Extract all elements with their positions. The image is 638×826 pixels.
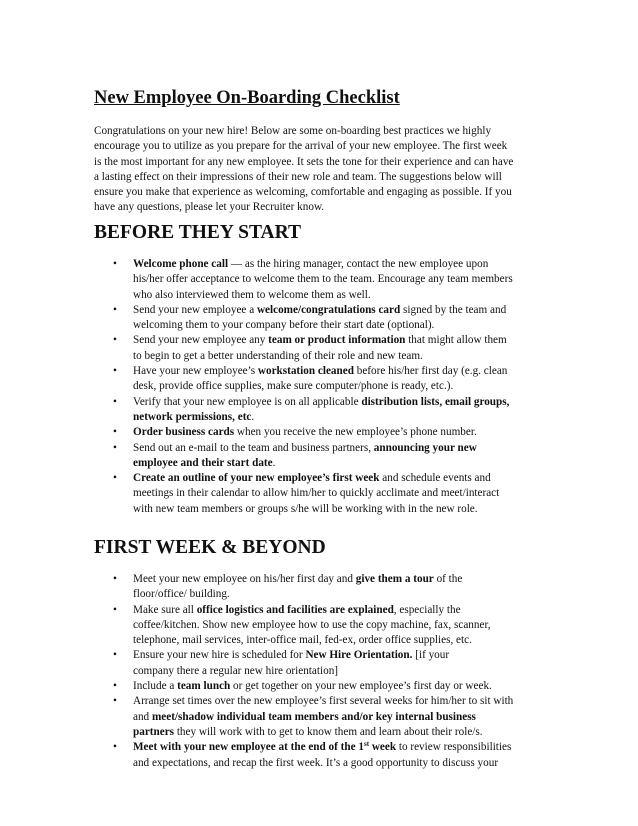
text: Include a <box>133 680 178 693</box>
checklist-item <box>94 333 554 364</box>
text: telephone, mail services, inter-office mail, fed-ex, order office supplies, etc. <box>133 634 472 647</box>
checklist-item <box>94 303 554 334</box>
text: or get together on your new employee’s first day or week. <box>230 680 492 693</box>
intro-line: is the most important for any new employee. It sets the tone for their experience and can have <box>94 155 514 168</box>
text: . <box>251 410 255 423</box>
checklist-item-line <box>133 587 554 602</box>
text: coffee/kitchen. Show new employee how to use the copy machine, fax, scanner, <box>133 618 491 631</box>
checklist-item-line <box>133 257 554 272</box>
checklist-item <box>94 257 554 303</box>
text: to review responsibilities <box>396 741 512 754</box>
bullet-icon: • <box>113 741 117 754</box>
text: with new team members or groups s/he will be working with in the new role. <box>133 502 478 515</box>
bullet-icon: • <box>113 426 117 439</box>
text: Send your new employee any <box>133 334 269 347</box>
checklist-item-line <box>133 572 554 587</box>
intro-line: encourage you to utilize as you prepare for the arrival of your new employee. The first week <box>94 140 508 153</box>
bold-text: meet/shadow individual team members and/or key internal business <box>151 710 476 723</box>
checklist-item-line <box>133 633 554 648</box>
intro-line: have any questions, please let your Recruiter know. <box>94 201 325 214</box>
checklist-item-line <box>133 288 554 303</box>
text: Send your new employee a <box>133 303 257 316</box>
bold-text: st <box>363 740 370 749</box>
text: Meet your new employee on his/her first day and <box>133 573 356 585</box>
text: that might allow them <box>405 334 507 347</box>
text: and schedule events and <box>379 472 491 485</box>
text: to begin to get a better understanding of their role and new team. <box>133 349 423 362</box>
text: his/her offer acceptance to welcome them to the team. Encourage any team members <box>133 273 513 286</box>
text: of the <box>433 573 463 585</box>
text: and <box>133 710 152 723</box>
bullet-icon: • <box>113 395 117 408</box>
text: when you receive the new employee’s phone number. <box>234 426 477 439</box>
checklist-item-line <box>133 679 554 694</box>
bold-text: office logistics and facilities are explained <box>196 603 394 616</box>
text: Verify that your new employee is on all applicable <box>133 395 362 408</box>
checklist-item <box>94 471 554 517</box>
bullet-icon: • <box>113 334 117 347</box>
text: [if your <box>412 649 450 662</box>
bold-text: partners <box>133 725 175 738</box>
checklist-item-line <box>133 379 554 394</box>
checklist-item <box>94 694 554 740</box>
section-heading-before-they-start: BEFORE THEY START <box>94 222 302 243</box>
text: meetings in their calendar to allow him/her to quickly acclimate and meet/interact <box>133 487 500 500</box>
bullet-icon: • <box>113 258 117 270</box>
checklist-before-they-start <box>94 257 554 517</box>
intro-line: ensure you make that experience as welcoming, comfortable and engaging as possible. If you <box>94 186 512 199</box>
text: who also interviewed them to welcome them as well. <box>133 288 371 301</box>
checklist-item-line <box>133 364 554 379</box>
bold-text: workstation cleaned <box>257 365 354 378</box>
checklist-item-line <box>133 603 554 618</box>
checklist-item <box>94 425 554 440</box>
text: , especially the <box>393 603 461 616</box>
checklist-item-line <box>133 441 554 456</box>
checklist-item-line <box>133 756 554 771</box>
bullet-icon: • <box>113 649 117 662</box>
bullet-icon: • <box>113 573 117 585</box>
text: floor/office/ building. <box>133 588 230 601</box>
text: they will work with to get to know them and learn about their role/s. <box>174 725 483 738</box>
bold-text: distribution lists, email groups, <box>361 395 510 408</box>
text: before his/her first day (e.g. clean <box>353 365 508 378</box>
text: Have your new employee’s <box>133 365 258 378</box>
bullet-icon: • <box>113 603 117 616</box>
checklist-item <box>94 679 554 694</box>
bullet-icon: • <box>113 441 117 454</box>
text: company there a regular new hire orientation] <box>133 664 339 677</box>
checklist-item-line <box>133 618 554 633</box>
checklist-item <box>94 441 554 472</box>
checklist-item <box>94 364 554 395</box>
checklist-item-line <box>133 664 554 679</box>
bullet-icon: • <box>113 472 117 485</box>
document-title: New Employee On-Boarding Checklist <box>94 88 400 108</box>
text: and expectations, and recap the first week. It’s a good opportunity to discuss your <box>133 756 499 769</box>
checklist-item-line <box>133 425 554 440</box>
checklist-item-line <box>133 486 554 501</box>
checklist-item-line <box>133 333 554 348</box>
text: . <box>272 456 276 469</box>
bold-text: Meet with your new employee at the end of the 1 <box>133 741 364 754</box>
bold-text: Create an outline of your new employee’s first week <box>133 472 380 485</box>
bold-text: team lunch <box>177 680 231 693</box>
bullet-icon: • <box>113 680 117 693</box>
intro-line: a lasting effect on their impressions of their new role and team. The suggestions below will <box>94 170 502 183</box>
checklist-item-line <box>133 318 554 333</box>
text: Arrange set times over the new employee’s first several weeks for him/her to sit with <box>133 695 514 708</box>
bold-text: network permissions, etc <box>133 410 252 423</box>
bold-text: give them a tour <box>355 573 434 585</box>
checklist-item <box>94 648 554 679</box>
checklist-item-line <box>133 725 554 740</box>
checklist-item <box>94 603 554 649</box>
bullet-icon: • <box>113 365 117 378</box>
checklist-first-week <box>94 572 554 771</box>
bold-text: team or product information <box>268 334 406 347</box>
bold-text: Welcome phone call <box>133 258 229 270</box>
checklist-item-line <box>133 272 554 287</box>
checklist-item <box>94 740 554 771</box>
bold-text: announcing your new <box>373 441 477 454</box>
bold-text: employee and their start date <box>133 456 273 469</box>
checklist-item-line <box>133 349 554 364</box>
text: Ensure your new hire is scheduled for <box>133 649 306 662</box>
bold-text: welcome/congratulations card <box>256 303 401 316</box>
text: desk, provide office supplies, make sure computer/phone is ready, etc.). <box>133 380 454 393</box>
intro-line: Congratulations on your new hire! Below are some on-boarding best practices we highly <box>94 125 492 137</box>
intro-paragraph <box>94 124 554 216</box>
text: signed by the team and <box>400 303 507 316</box>
bullet-icon: • <box>113 303 117 316</box>
checklist-item-line <box>133 471 554 486</box>
text: Make sure all <box>133 603 197 616</box>
checklist-item-line <box>133 410 554 425</box>
text: Send out an e-mail to the team and business partners, <box>133 441 374 454</box>
checklist-item-line <box>133 502 554 517</box>
checklist-item-line <box>133 740 554 755</box>
checklist-item-line <box>133 456 554 471</box>
checklist-item-line <box>133 648 554 663</box>
checklist-item-line <box>133 395 554 410</box>
checklist-item-line <box>133 303 554 318</box>
checklist-item-line <box>133 694 554 709</box>
section-heading-first-week: FIRST WEEK & BEYOND <box>94 537 326 558</box>
bold-text: New Hire Orientation. <box>305 649 413 662</box>
checklist-item <box>94 572 554 603</box>
text: welcoming them to your company before their start date (optional). <box>133 319 435 332</box>
bold-text: Order business cards <box>133 426 235 439</box>
bullet-icon: • <box>113 695 117 708</box>
text: — as the hiring manager, contact the new employee upon <box>228 258 489 270</box>
checklist-item-line <box>133 710 554 725</box>
bold-text: week <box>369 741 397 754</box>
checklist-item <box>94 395 554 426</box>
